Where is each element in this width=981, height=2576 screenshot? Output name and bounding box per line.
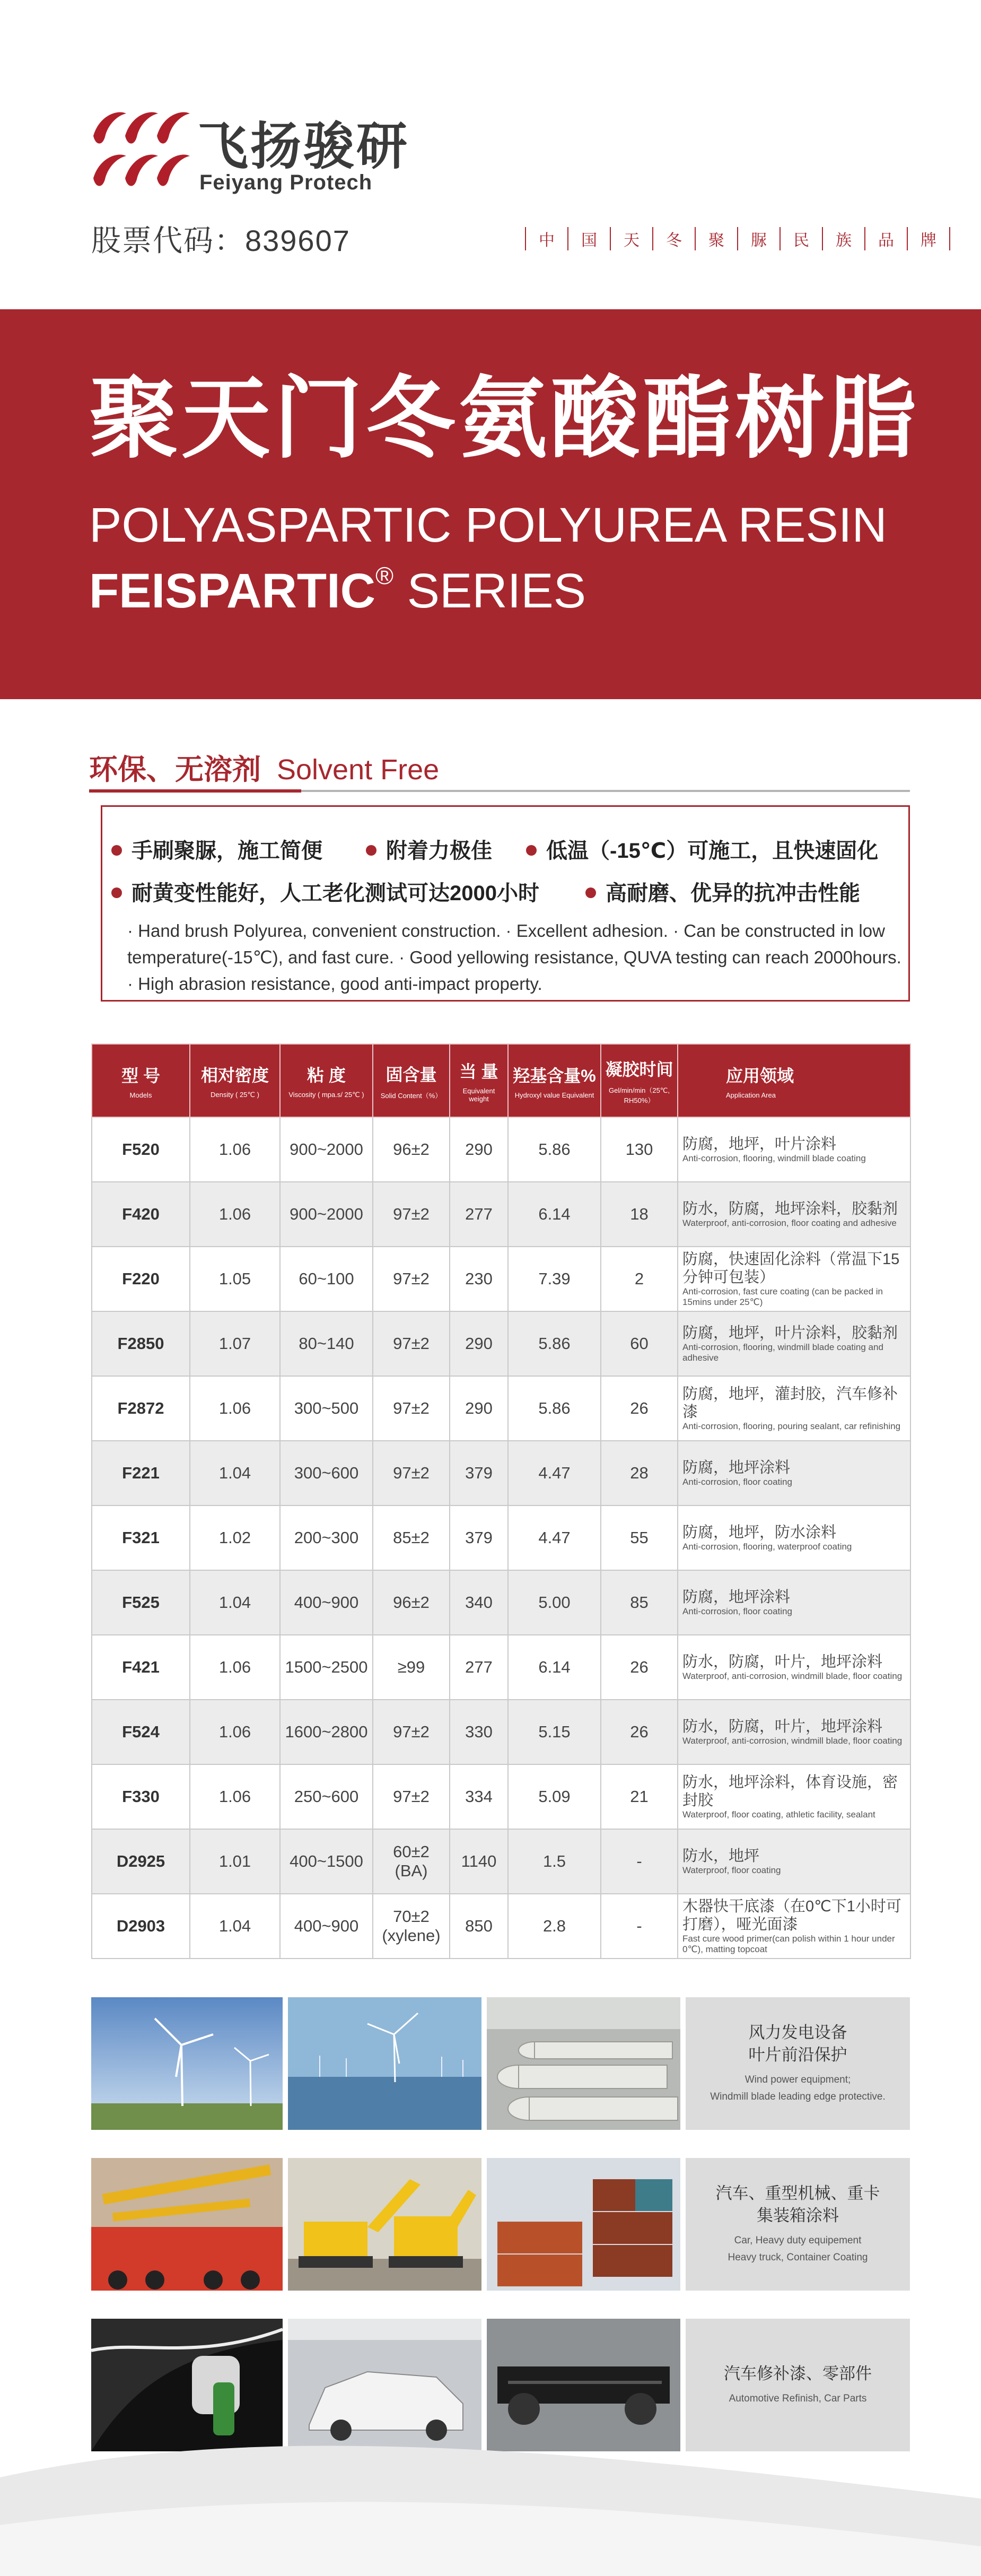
application-cn: 防腐，地坪，叶片涂料，胶黏剂 — [682, 1325, 898, 1342]
decorative-wave — [0, 2419, 981, 2576]
cell-model: D2925 — [92, 1829, 190, 1894]
cell-gel: 18 — [601, 1182, 678, 1247]
cell-solid: 97±2 — [373, 1311, 450, 1376]
feature-item: 耐黄变性能好，人工老化测试可达2000小时 — [111, 876, 539, 907]
cell-gel: 26 — [601, 1635, 678, 1700]
cell-application — [678, 1829, 910, 1894]
application-cn: 防水，防腐，地坪涂料，胶黏剂 — [682, 1200, 898, 1217]
cell-eq: 850 — [450, 1894, 508, 1959]
table-row — [92, 1700, 910, 1764]
banner-series — [89, 562, 586, 618]
cell-density: 1.06 — [190, 1376, 280, 1441]
cell-viscosity: 1500~2500 — [280, 1635, 373, 1700]
col-header: 型 号 Models — [92, 1044, 190, 1117]
application-cn: 防水，防腐，叶片，地坪涂料 — [682, 1653, 883, 1670]
cell-hydroxyl: 7.39 — [508, 1247, 601, 1311]
caption-cn: 汽车、重型机械、重卡 集装箱涂料 — [715, 2184, 880, 2225]
cell-density: 1.07 — [190, 1311, 280, 1376]
slogan-char: 族 — [822, 227, 864, 250]
cell-application — [678, 1764, 910, 1829]
cell-gel: - — [601, 1829, 678, 1894]
cell-model: F2872 — [92, 1376, 190, 1441]
cell-eq: 330 — [450, 1700, 508, 1764]
cell-application — [678, 1570, 910, 1635]
solvent-free-heading — [89, 747, 439, 788]
cell-model: F421 — [92, 1635, 190, 1700]
cell-density: 1.04 — [190, 1570, 280, 1635]
cell-viscosity: 60~100 — [280, 1247, 373, 1311]
caption-cn: 汽车修补漆、零部件 — [724, 2364, 872, 2383]
application-cn: 木器快干底漆（在0℃下1小时可打磨），哑光面漆 — [682, 1898, 901, 1933]
cell-density: 1.06 — [190, 1700, 280, 1764]
cell-application — [678, 1247, 910, 1311]
application-en: Waterproof, floor coating, athletic facility, sealant — [682, 1809, 875, 1820]
cell-gel: 130 — [601, 1117, 678, 1182]
cell-eq: 290 — [450, 1376, 508, 1441]
application-cn: 防腐，地坪，叶片涂料 — [682, 1136, 837, 1153]
cell-hydroxyl: 5.09 — [508, 1764, 601, 1829]
cell-viscosity: 300~600 — [280, 1441, 373, 1505]
slogan-char: 天 — [610, 227, 652, 250]
cell-density: 1.06 — [190, 1635, 280, 1700]
cell-solid: 97±2 — [373, 1182, 450, 1247]
application-en: Anti-corrosion, flooring, windmill blade coating — [682, 1153, 866, 1163]
cell-gel: 85 — [601, 1570, 678, 1635]
cell-hydroxyl: 5.00 — [508, 1570, 601, 1635]
application-caption — [686, 2158, 910, 2291]
feature-item: 手刷聚脲，施工简便 — [111, 834, 322, 864]
col-header: 相对密度 Density ( 25℃ ) — [190, 1044, 280, 1117]
col-header: 固含量 Solid Content（%） — [373, 1044, 450, 1117]
cell-application — [678, 1441, 910, 1505]
application-en: Fast cure wood primer(can polish within 1 hour under 0℃), matting topcoat — [682, 1934, 895, 1954]
table-row — [92, 1376, 910, 1441]
cell-viscosity: 200~300 — [280, 1505, 373, 1570]
cell-viscosity: 400~900 — [280, 1894, 373, 1959]
cell-gel: 26 — [601, 1700, 678, 1764]
cell-density: 1.06 — [190, 1764, 280, 1829]
application-cn: 防水，地坪 — [682, 1848, 760, 1865]
cell-solid: 96±2 — [373, 1570, 450, 1635]
feature-item: 低温（-15℃）可施工，且快速固化 — [526, 834, 878, 864]
table-row — [92, 1635, 910, 1700]
col-header: 应用领域 Application Area — [678, 1044, 910, 1117]
col-header: 羟基含量% Hydroxyl value Equivalent — [508, 1044, 601, 1117]
caption-en: Automotive Refinish, Car Parts — [729, 2393, 867, 2404]
application-cn: 防水，地坪涂料，体育设施，密封胶 — [682, 1774, 898, 1809]
cell-solid: ≥99 — [373, 1635, 450, 1700]
feature-item: 附着力极佳 — [366, 834, 492, 864]
cell-model: F420 — [92, 1182, 190, 1247]
cell-eq: 290 — [450, 1311, 508, 1376]
cell-hydroxyl: 6.14 — [508, 1182, 601, 1247]
application-en: Waterproof, anti-corrosion, windmill blade, floor coating — [682, 1736, 903, 1746]
cell-solid: 97±2 — [373, 1441, 450, 1505]
cell-density: 1.04 — [190, 1894, 280, 1959]
cell-hydroxyl: 1.5 — [508, 1829, 601, 1894]
application-cn: 防水，防腐，叶片，地坪涂料 — [682, 1718, 883, 1735]
application-en: Anti-corrosion, fast cure coating (can be packed in 15mins under 25℃) — [682, 1286, 883, 1307]
cell-density: 1.02 — [190, 1505, 280, 1570]
table-row — [92, 1247, 910, 1311]
product-spec-table — [91, 1043, 911, 1959]
series-word: SERIES — [393, 564, 586, 618]
cell-gel: 26 — [601, 1376, 678, 1441]
solvent-free-cn: 环保、无溶剂 — [89, 754, 261, 786]
registered-mark: ® — [375, 562, 394, 589]
cell-solid: 97±2 — [373, 1376, 450, 1441]
application-cn: 防腐，地坪涂料 — [682, 1589, 791, 1606]
col-header: 凝胶时间 Gel/min/min（25℃, RH50%） — [601, 1044, 678, 1117]
cell-viscosity: 1600~2800 — [280, 1700, 373, 1764]
cell-application — [678, 1117, 910, 1182]
table-row — [92, 1505, 910, 1570]
cell-hydroxyl: 2.8 — [508, 1894, 601, 1959]
cell-hydroxyl: 6.14 — [508, 1635, 601, 1700]
caption-cn: 风力发电设备 叶片前沿保护 — [748, 2023, 847, 2064]
cell-viscosity: 400~1500 — [280, 1829, 373, 1894]
table-row — [92, 1182, 910, 1247]
cell-model: F520 — [92, 1117, 190, 1182]
cell-application — [678, 1311, 910, 1376]
application-cn: 防腐，地坪，灌封胶，汽车修补漆 — [682, 1386, 898, 1421]
cell-application — [678, 1635, 910, 1700]
bullet-icon — [111, 887, 122, 898]
solvent-free-en: Solvent Free — [277, 754, 440, 786]
table-row — [92, 1311, 910, 1376]
application-en: Anti-corrosion, floor coating — [682, 1477, 792, 1487]
cell-eq: 334 — [450, 1764, 508, 1829]
cell-gel: 28 — [601, 1441, 678, 1505]
bullet-icon — [366, 845, 376, 856]
offshore-wind-photo — [288, 1997, 481, 2130]
cell-solid: 97±2 — [373, 1764, 450, 1829]
cell-application — [678, 1700, 910, 1764]
slogan-char: 聚 — [695, 227, 737, 250]
features-description-en: · Hand brush Polyurea, convenient construction. · Excellent adhesion. · Can be constructed in low temperature(-15℃), and fast cure. · Good yellowing resistance, QUVA testing can reach 2000hours. · High abrasion resistance, good anti-impact property. — [127, 921, 901, 994]
caption-en: Wind power equipment; Windmill blade leading edge protective. — [710, 2074, 886, 2102]
stock-code: 股票代码：839607 — [91, 224, 351, 257]
logo-mark — [89, 104, 190, 189]
cell-eq: 230 — [450, 1247, 508, 1311]
cell-density: 1.06 — [190, 1182, 280, 1247]
cell-solid: 60±2 (BA) — [373, 1829, 450, 1894]
col-header: 当 量 Equivalent weight — [450, 1044, 508, 1117]
cell-gel: 55 — [601, 1505, 678, 1570]
cell-density: 1.04 — [190, 1441, 280, 1505]
cell-hydroxyl: 4.47 — [508, 1441, 601, 1505]
slogan-char: 冬 — [652, 227, 695, 250]
cell-viscosity: 250~600 — [280, 1764, 373, 1829]
cell-hydroxyl: 5.86 — [508, 1117, 601, 1182]
application-en: Waterproof, anti-corrosion, windmill blade, floor coating — [682, 1671, 903, 1681]
brand-slogan — [525, 223, 950, 255]
table-row — [92, 1570, 910, 1635]
cell-solid: 85±2 — [373, 1505, 450, 1570]
col-header: 粘 度 Viscosity ( mpa.s/ 25℃ ) — [280, 1044, 373, 1117]
slogan-char: 品 — [864, 227, 907, 250]
cell-model: F330 — [92, 1764, 190, 1829]
cell-eq: 277 — [450, 1635, 508, 1700]
cell-density: 1.05 — [190, 1247, 280, 1311]
cell-model: F221 — [92, 1441, 190, 1505]
application-en: Anti-corrosion, flooring, windmill blade coating and adhesive — [682, 1342, 883, 1363]
shipping-container-photo — [487, 2158, 680, 2291]
banner-title-en: POLYASPARTIC POLYUREA RESIN — [89, 498, 887, 552]
cell-application — [678, 1505, 910, 1570]
table-row — [92, 1894, 910, 1959]
application-en: Waterproof, anti-corrosion, floor coating and adhesive — [682, 1218, 897, 1228]
application-cn: 防腐，地坪涂料 — [682, 1459, 791, 1476]
cell-viscosity: 400~900 — [280, 1570, 373, 1635]
application-en: Anti-corrosion, flooring, waterproof coating — [682, 1542, 852, 1552]
cell-solid: 96±2 — [373, 1117, 450, 1182]
application-cn: 防腐，地坪，防水涂料 — [682, 1524, 837, 1541]
banner-title-cn: 聚天门冬氨酸酯树脂 — [89, 369, 919, 468]
cell-application — [678, 1894, 910, 1959]
cell-eq: 379 — [450, 1441, 508, 1505]
slogan-char: 脲 — [737, 227, 779, 250]
cell-solid: 97±2 — [373, 1247, 450, 1311]
slogan-char: 民 — [779, 227, 822, 250]
cell-hydroxyl: 4.47 — [508, 1505, 601, 1570]
cell-gel: 60 — [601, 1311, 678, 1376]
cell-viscosity: 300~500 — [280, 1376, 373, 1441]
application-cn: 防腐，快速固化涂料（常温下15分钟可包装） — [682, 1251, 900, 1286]
cell-viscosity: 80~140 — [280, 1311, 373, 1376]
cell-model: F2850 — [92, 1311, 190, 1376]
slogan-char: 国 — [567, 227, 610, 250]
cell-eq: 277 — [450, 1182, 508, 1247]
application-en: Anti-corrosion, flooring, pouring sealant, car refinishing — [682, 1421, 901, 1431]
cell-application — [678, 1182, 910, 1247]
divider-accent — [89, 789, 301, 793]
table-header-row — [92, 1044, 910, 1117]
turbine-blade-factory-photo — [487, 1997, 680, 2130]
cell-model: F525 — [92, 1570, 190, 1635]
cell-eq: 379 — [450, 1505, 508, 1570]
cell-viscosity: 900~2000 — [280, 1117, 373, 1182]
table-row — [92, 1117, 910, 1182]
cell-solid: 97±2 — [373, 1700, 450, 1764]
slogan-char: 中 — [525, 227, 567, 250]
cell-solid: 70±2 (xylene) — [373, 1894, 450, 1959]
cell-eq: 290 — [450, 1117, 508, 1182]
cell-gel: 2 — [601, 1247, 678, 1311]
cell-eq: 1140 — [450, 1829, 508, 1894]
caption-en: Car, Heavy duty equipement Heavy truck, Container Coating — [728, 2235, 868, 2263]
brand-name-cn: 飞扬骏研 — [197, 118, 409, 175]
brand-name-en: Feiyang Protech — [199, 171, 373, 194]
wind-turbine-photo — [91, 1997, 283, 2130]
bullet-icon — [526, 845, 537, 856]
excavator-photo — [288, 2158, 481, 2291]
crane-truck-photo — [91, 2158, 283, 2291]
cell-model: F220 — [92, 1247, 190, 1311]
cell-model: D2903 — [92, 1894, 190, 1959]
bullet-icon — [111, 845, 122, 856]
slogan-char: 牌 — [907, 227, 950, 250]
table-row — [92, 1829, 910, 1894]
cell-application — [678, 1376, 910, 1441]
application-en: Anti-corrosion, floor coating — [682, 1606, 792, 1616]
feature-item: 高耐磨、优异的抗冲击性能 — [585, 876, 860, 907]
cell-hydroxyl: 5.86 — [508, 1311, 601, 1376]
table-row — [92, 1764, 910, 1829]
application-en: Waterproof, floor coating — [682, 1865, 781, 1875]
cell-model: F524 — [92, 1700, 190, 1764]
table-row — [92, 1441, 910, 1505]
bullet-icon — [585, 887, 596, 898]
cell-gel: - — [601, 1894, 678, 1959]
cell-eq: 340 — [450, 1570, 508, 1635]
series-brand: FEISPARTIC — [89, 564, 376, 618]
cell-density: 1.06 — [190, 1117, 280, 1182]
cell-gel: 21 — [601, 1764, 678, 1829]
cell-density: 1.01 — [190, 1829, 280, 1894]
application-caption — [686, 1997, 910, 2130]
cell-model: F321 — [92, 1505, 190, 1570]
cell-hydroxyl: 5.86 — [508, 1376, 601, 1441]
cell-viscosity: 900~2000 — [280, 1182, 373, 1247]
cell-hydroxyl: 5.15 — [508, 1700, 601, 1764]
